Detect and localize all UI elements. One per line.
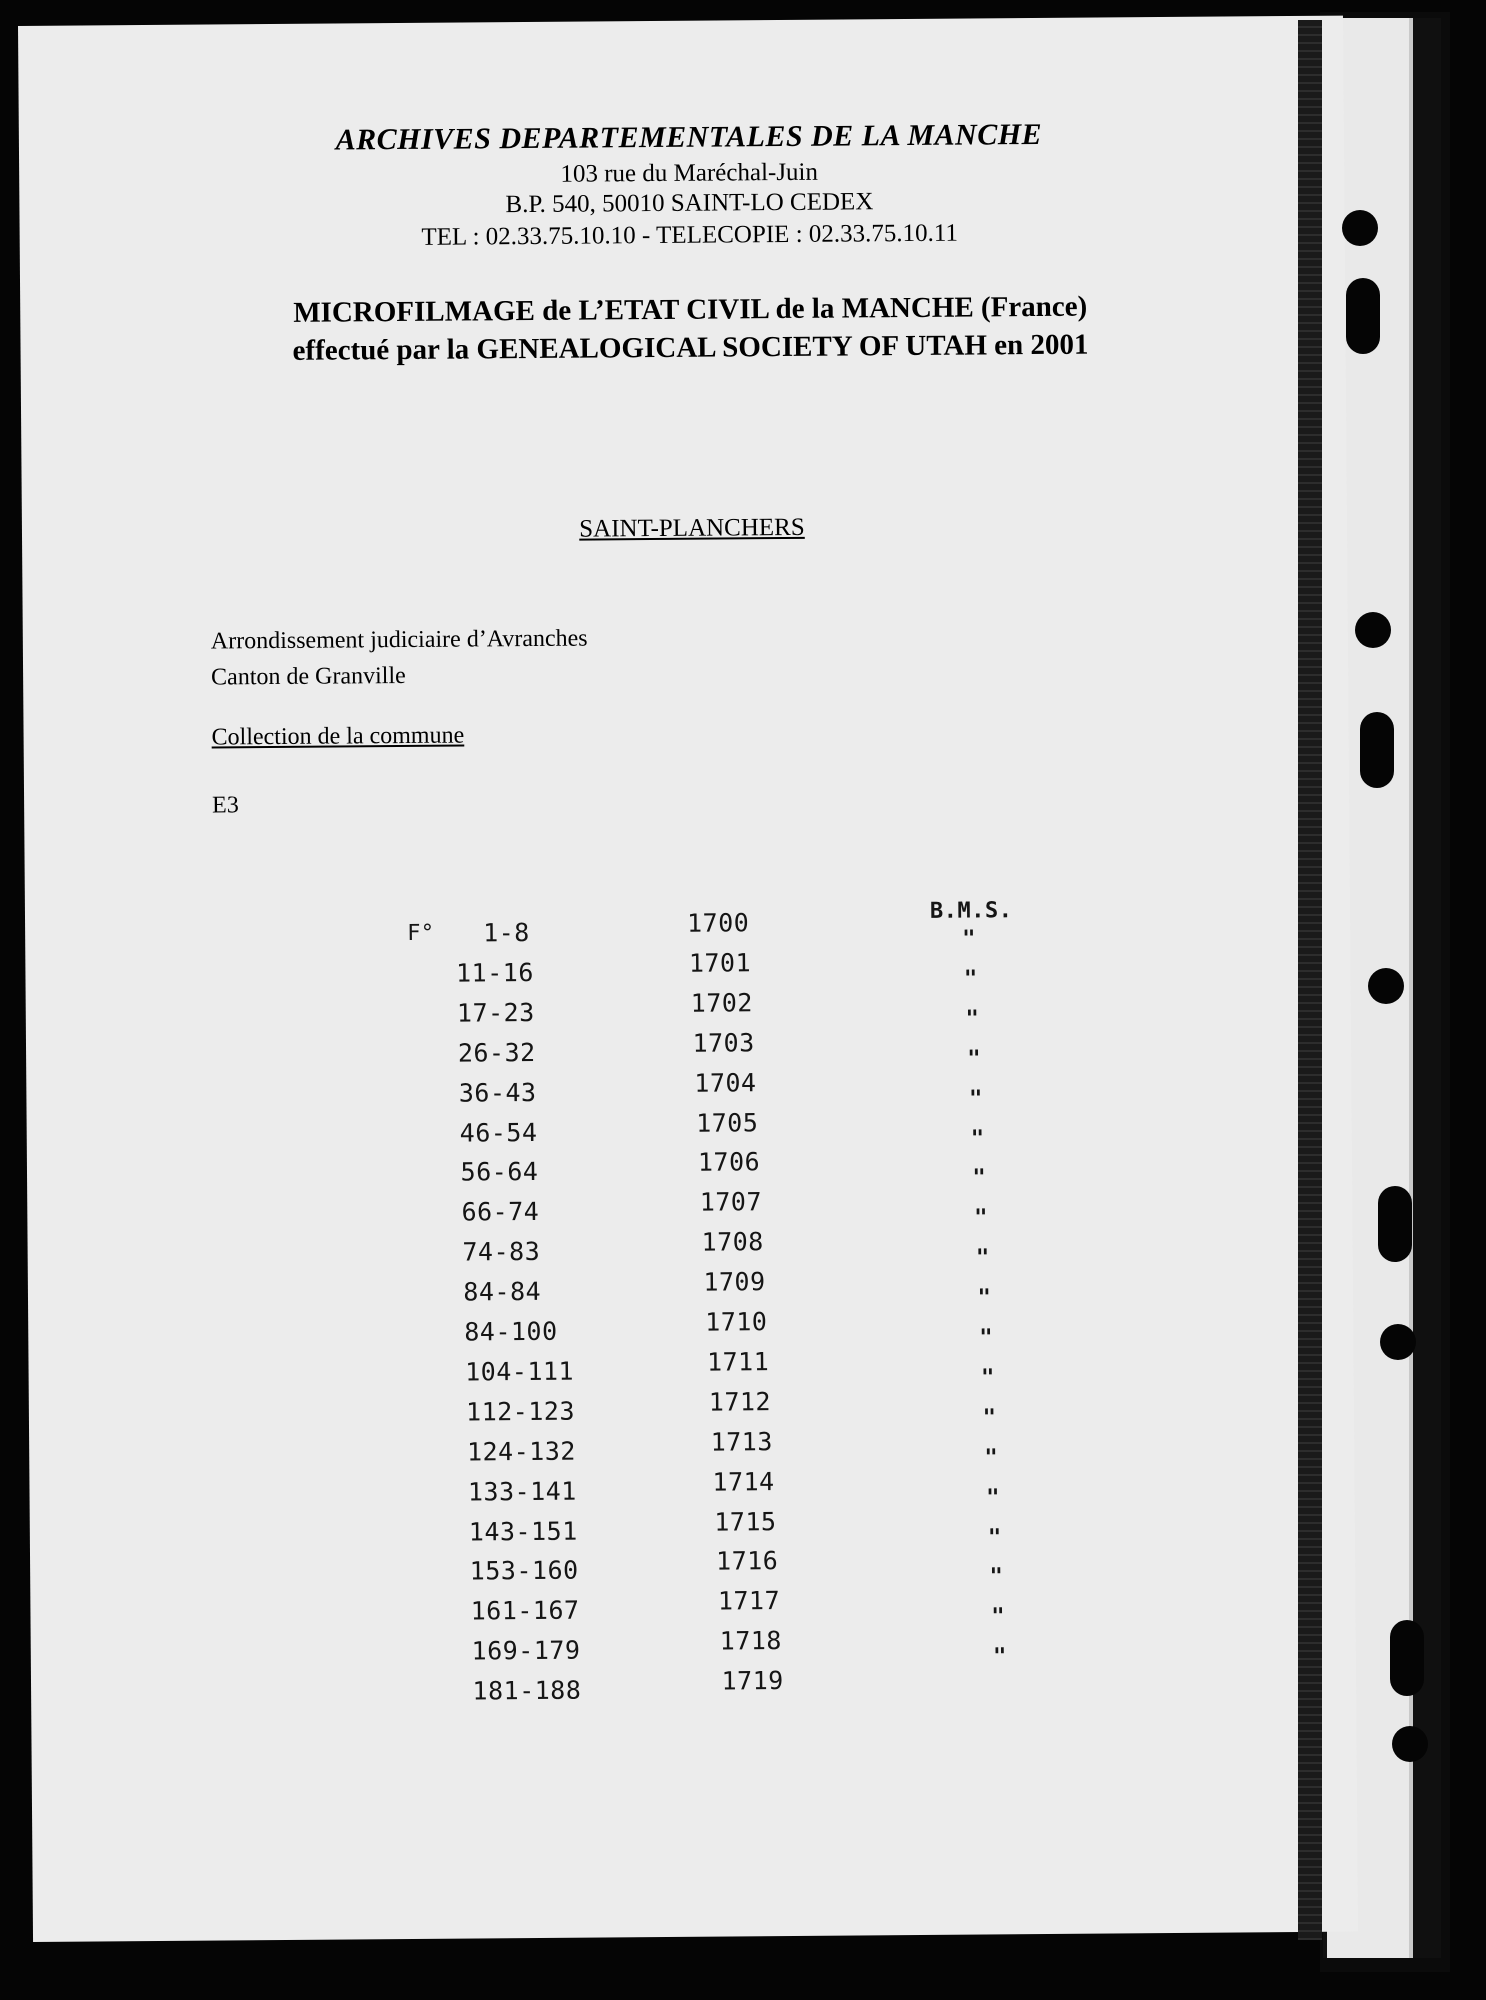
- punch-hole: [1380, 1324, 1416, 1360]
- register-ditto-mark: ": [972, 1165, 987, 1191]
- punch-hole: [1368, 968, 1404, 1004]
- address-phone: TEL : 02.33.75.10.10 - TELECOPIE : 02.33.75.10.11: [421, 219, 959, 251]
- binder-edge: [1298, 20, 1322, 1940]
- register-folios: 84-100: [464, 1316, 558, 1347]
- folio-label: F°: [407, 920, 435, 946]
- register-year: 1714: [712, 1466, 775, 1497]
- register-ditto-mark: ": [986, 1484, 1001, 1511]
- register-year: 1702: [690, 988, 754, 1018]
- register-year: 1713: [710, 1426, 773, 1457]
- register-year: 1717: [717, 1586, 781, 1616]
- register-folios: 1-8: [483, 918, 530, 948]
- register-folios: 84-84: [463, 1277, 542, 1307]
- register-folios: 112-123: [465, 1396, 576, 1427]
- register-folios: 74-83: [462, 1237, 541, 1267]
- register-year: 1701: [688, 948, 752, 978]
- collection-line: Collection de la commune: [211, 722, 465, 751]
- register-year: 1711: [706, 1347, 770, 1377]
- cote-line: E3: [212, 792, 239, 819]
- register-year: 1712: [708, 1386, 772, 1417]
- register-folios: 133-141: [467, 1476, 577, 1507]
- register-folios: 104-111: [465, 1356, 575, 1387]
- register-folios: 56-64: [460, 1157, 539, 1187]
- address-street: 103 rue du Maréchal-Juin: [560, 158, 819, 188]
- register-folios: 17-23: [456, 997, 535, 1028]
- punch-hole: [1392, 1726, 1428, 1762]
- register-year: 1708: [701, 1227, 764, 1257]
- register-year: 1703: [692, 1027, 755, 1058]
- punch-hole: [1355, 612, 1391, 648]
- register-year: 1715: [714, 1506, 777, 1537]
- register-ditto-mark: ": [968, 1086, 983, 1112]
- register-ditto-mark: ": [965, 1006, 980, 1032]
- register-year: 1704: [694, 1067, 757, 1098]
- register-year: 1710: [705, 1307, 768, 1337]
- arrondissement-line: Arrondissement judiciaire d’Avranches: [210, 625, 588, 655]
- register-ditto-mark: ": [992, 1644, 1007, 1670]
- archive-title: ARCHIVES DEPARTEMENTALES DE LA MANCHE: [335, 117, 1043, 157]
- register-folios: 153-160: [469, 1556, 579, 1586]
- register-year: 1719: [721, 1666, 784, 1696]
- register-year: 1707: [699, 1187, 763, 1217]
- register-ditto-mark: ": [984, 1445, 999, 1471]
- register-year: 1709: [703, 1267, 766, 1297]
- register-year: 1706: [697, 1147, 761, 1178]
- register-folios: 11-16: [455, 957, 534, 988]
- register-ditto-mark: ": [974, 1205, 989, 1231]
- address-postal: B.P. 540, 50010 SAINT-LO CEDEX: [505, 188, 874, 219]
- canton-line: Canton de Granville: [211, 662, 406, 691]
- register-ditto-mark: ": [991, 1604, 1006, 1630]
- register-folios: 169-179: [471, 1635, 581, 1666]
- punch-hole: [1342, 210, 1378, 246]
- register-folios: 161-167: [470, 1595, 580, 1626]
- register-ditto-mark: ": [987, 1524, 1002, 1550]
- commune-heading: [212, 511, 1172, 547]
- microfilm-title: MICROFILMAGE de L’ETAT CIVIL de la MANCHE (France): [293, 290, 1088, 329]
- register-folios: 143-151: [468, 1516, 578, 1547]
- register-ditto-mark: ": [975, 1245, 990, 1271]
- register-folios: 46-54: [459, 1117, 538, 1148]
- register-year: 1716: [715, 1546, 779, 1576]
- register-ditto-mark: ": [980, 1365, 995, 1391]
- register-year: 1700: [686, 908, 750, 938]
- record-type-label: B.M.S.: [929, 898, 1013, 924]
- document-page: [18, 16, 1358, 1942]
- register-folios: 124-132: [466, 1436, 576, 1467]
- register-folios: 66-74: [461, 1197, 540, 1227]
- register-year: 1705: [696, 1107, 759, 1138]
- register-ditto-mark: ": [967, 1046, 982, 1072]
- punch-slot: [1390, 1620, 1424, 1696]
- punch-slot: [1378, 1186, 1412, 1262]
- register-ditto-mark: ": [963, 966, 978, 992]
- register-folios: 26-32: [457, 1037, 536, 1068]
- register-ditto-mark: ": [989, 1564, 1004, 1590]
- register-ditto-mark: ": [982, 1405, 997, 1431]
- punch-slot: [1346, 278, 1380, 354]
- punch-slot: [1360, 712, 1394, 788]
- register-ditto-mark: ": [979, 1325, 994, 1351]
- register-ditto-mark: ": [977, 1285, 992, 1311]
- register-ditto-mark: ": [962, 926, 977, 952]
- register-ditto-mark: ": [970, 1125, 985, 1152]
- commune-name: SAINT-PLANCHERS: [579, 513, 805, 543]
- register-folios: 36-43: [458, 1077, 537, 1108]
- microfilm-subtitle: effectué par la GENEALOGICAL SOCIETY OF UTAH en 2001: [292, 328, 1089, 367]
- register-folios: 181-188: [472, 1675, 582, 1706]
- register-year: 1718: [719, 1626, 783, 1656]
